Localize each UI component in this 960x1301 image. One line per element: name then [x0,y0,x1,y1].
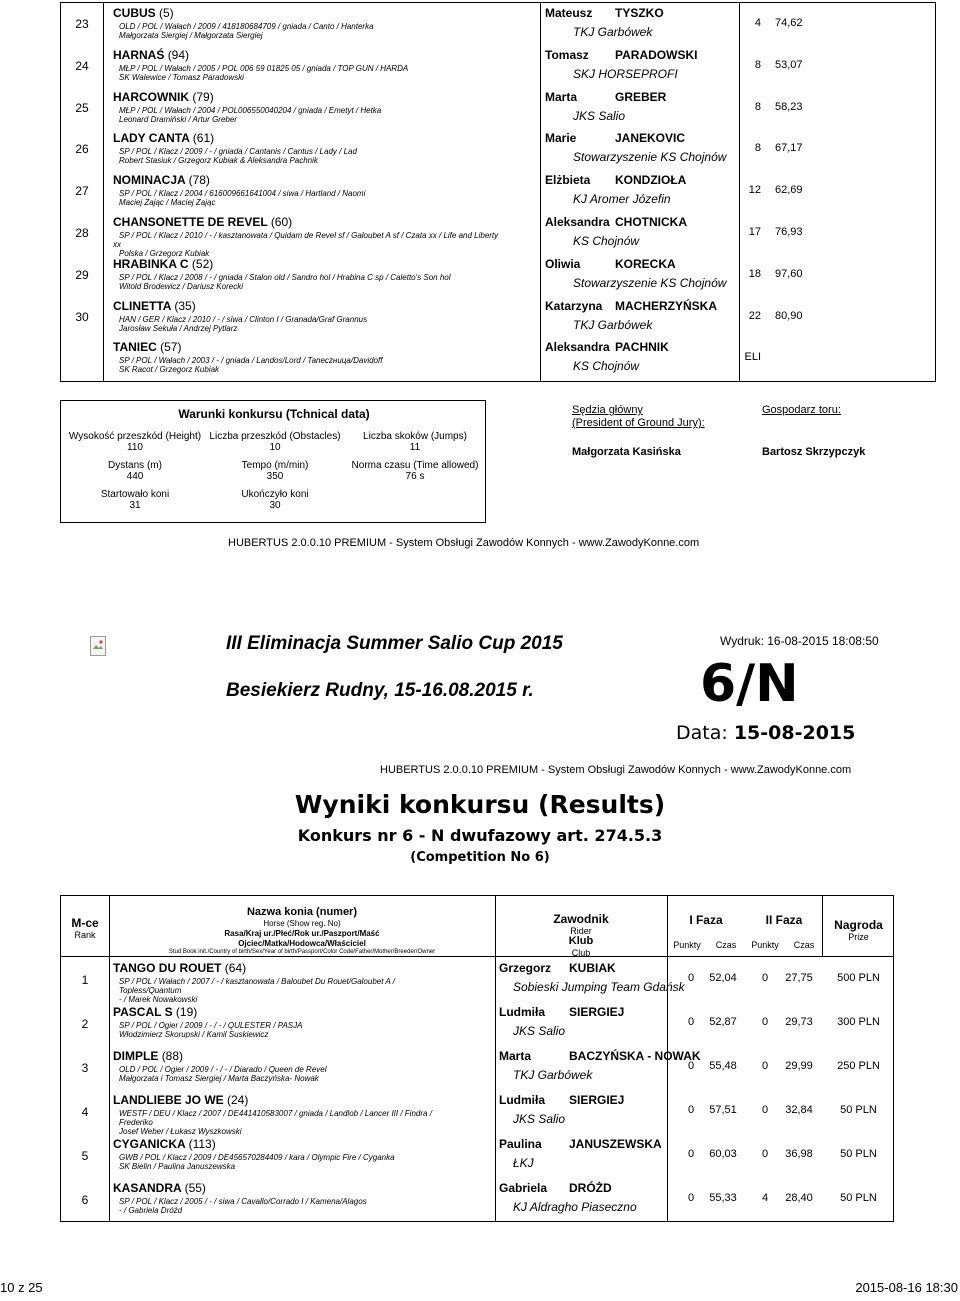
rider-club: TKJ Garbówek [513,1068,593,1082]
rank-cell: 26 [75,142,89,157]
rider-name [545,89,667,104]
prize: 50 PLN [840,1192,877,1204]
rank-cell: 25 [75,100,89,115]
host-label: Gospodarz toru: [762,404,841,416]
rider-first-name: Marie [545,131,577,146]
host-name: Bartosz Skrzypczyk [762,446,866,458]
top-row [61,170,935,212]
rider-first-name: Tomasz [545,47,589,62]
horse-name-text: TANIEC [113,340,157,355]
results-title: Wyniki konkursu (Results) [294,790,666,819]
top-row [61,128,935,170]
phase2-time: 28,40 [785,1192,813,1204]
top-row [61,296,935,338]
phase1-points: 0 [687,1192,695,1204]
rank-cell: 23 [75,17,89,31]
rider-first-name: Elżbieta [545,173,591,188]
judge-label: Sędzia główny [572,404,643,416]
event-place: Besiekierz Rudny, 15-16.08.2015 r. [226,680,534,701]
faults: 17 [748,226,761,238]
obstacles-label: Liczba przeszkód (Obstacles) [209,431,341,442]
horse-name-text: HARCOWNIK [113,89,189,104]
horse-name [113,299,196,313]
horse-details-cont: xx [113,240,121,249]
results-table-header [60,895,894,957]
rider-header: Zawodnik [553,912,609,926]
horse-details: SP / POL / Klacz / 2009 / - / gniada / Cantanis / Cantus / Lady / Lad [119,147,357,157]
horse-details: SP / POL / Klacz / 2005 / - / siwa / Cavallo/Corrado I / Kamena/Alagos [119,1197,367,1206]
jumps-value: 11 [409,442,421,453]
rider-last-name: TYSZKO [615,6,664,20]
horse-name [113,257,213,271]
rider-header-en: Rider [570,926,592,936]
horse-name [113,1005,197,1019]
rider-name [545,173,687,188]
rider-club: Stowarzyszenie KS Chojnów [573,150,727,165]
phase1-points: 0 [687,1148,695,1160]
conditions-title: Warunki konkursu (Tchnical data) [178,407,370,421]
results-subtitle: Konkurs nr 6 - N dwufazowy art. 274.5.3 [297,826,663,845]
faults: 22 [748,309,761,322]
result-row [61,1001,893,1045]
horse-details: SP / POL / Wałach / 2003 / - / gniada / Landos/Lord / Taneczница/Davidoff [119,356,383,366]
rank-cell: 28 [75,226,89,240]
rider-last-name: KORECKA [615,256,676,271]
prize: 50 PLN [840,1148,877,1160]
rider-club: JKS Salio [573,108,626,123]
phase2-time: 32,84 [785,1104,813,1116]
faults: 12 [748,184,761,197]
rider-first-name: Aleksandra [545,340,610,355]
top-row [61,45,935,87]
horse-details: SP / POL / Wałach / 2007 / - / kasztanowata / Baloubet Du Rouet/Galoubet A / [119,977,395,986]
time: 67,17 [775,142,803,155]
horse-name-text: CUBUS [113,6,156,20]
rider-name [545,131,686,146]
top-results-table [60,2,936,382]
horse-owner-cont: - / Marek Nowakowski [119,995,198,1004]
horse-name-text: NOMINACJA [113,173,186,188]
rider-club: JKS Salio [513,1024,566,1038]
horse-number: (113) [188,1137,216,1151]
time: 62,69 [775,184,803,197]
rank-cell: 1 [81,973,89,987]
rider-last-name: CHOTNICKA [615,215,687,229]
rider-last-name: BACZYŃSKA - NOWAK [569,1049,701,1063]
rider-name [545,298,717,313]
horse-name-text: CLINETTA [113,298,171,313]
rider-last-name: DRÓŻD [569,1181,612,1195]
horse-number: (94) [167,47,190,62]
distance-label: Dystans (m) [108,460,162,471]
rider-last-name: PACHNIK [615,340,669,355]
rider-first-name: Oliwia [545,256,581,271]
phase1-time: 52,87 [709,1016,737,1028]
phase2-points-header: Punkty [751,940,779,950]
rider-club: JKS Salio [513,1112,566,1126]
jumps-label: Liczba skoków (Jumps) [363,431,467,442]
prize: 50 PLN [840,1104,877,1116]
phase1-time: 55,48 [709,1060,737,1072]
club-header-en: Club [571,948,591,958]
horse-name-text: KASANDRA [113,1181,182,1195]
rider-last-name: SIERGIEJ [569,1005,625,1019]
obstacles-value: 10 [269,442,281,453]
time: 74,62 [775,17,803,29]
rider-name [545,6,664,20]
rider-name [499,1049,701,1063]
top-row [61,254,935,296]
competition-date [676,722,855,744]
phase2-points: 0 [761,1104,769,1116]
result-row [61,1177,893,1221]
phase1-points: 0 [687,1060,695,1072]
top-row [61,337,935,379]
horse-details: MŁP / POL / Wałach / 2005 / POL 006 59 01825 05 / gniada / TOP GUN / HARDA [119,63,409,73]
phase2-time: 29,73 [785,1016,813,1028]
horse-name [113,340,181,354]
rider-club: KS Chojnów [573,234,640,248]
rank-cell: 24 [75,58,89,73]
rider-last-name: JANEKOVIC [615,131,686,146]
phase1-points: 0 [687,972,695,984]
horse-name [113,48,189,62]
horse-owner: SK Bielin / Paulina Januszewska [119,1162,236,1171]
horse-owner: Polska / Grzegorz Kubiak [119,249,210,258]
rider-club: SKJ HORSEPROFI [573,66,678,81]
horse-header-en: Horse (Show reg. No) [263,919,341,928]
rider-first-name: Mateusz [545,6,593,20]
prize: 500 PLN [837,972,880,984]
horse-owner: SK Walewice / Tomasz Paradowski [119,72,244,82]
faults: 8 [754,100,761,113]
horse-details: HAN / GER / Klacz / 2010 / - / siwa / Clinton I / Granada/Graf Grannus [119,314,368,324]
rider-first-name: Ludmiła [499,1005,546,1019]
rider-name [499,1005,625,1019]
faults: 8 [754,58,761,71]
horse-number: (52) [191,256,214,271]
event-title: III Eliminacja Summer Salio Cup 2015 [226,633,563,654]
horse-owner: Leonard Dramiński / Artur Greber [119,114,237,124]
horse-name [113,1049,183,1063]
horse-number: (78) [188,173,210,188]
rank-cell: 3 [81,1061,89,1075]
finished-value: 30 [269,500,281,511]
phase1-time-header: Czas [715,940,737,950]
date-value: 15-08-2015 [733,722,856,744]
rider-name [545,47,698,62]
horse-number: (19) [175,1005,198,1019]
time: 80,90 [775,309,803,322]
horse-number: (88) [161,1049,184,1063]
finished-label: Ukończyło koni [241,489,309,500]
rider-name [499,1093,625,1107]
horse-header: Nazwa konia (numer) [246,906,358,918]
horse-name [113,961,246,975]
horse-name-text: LANDLIEBE JO WE [113,1093,224,1107]
rank-cell: 4 [81,1105,89,1119]
phase2-points: 0 [761,972,769,984]
top-row [61,3,935,45]
horse-name [113,90,214,104]
phase1-time: 55,33 [709,1192,737,1204]
phase1-time: 52,04 [709,972,737,984]
result-row [61,1133,893,1177]
horse-number: (55) [184,1181,206,1195]
horse-name [113,215,292,229]
speed-label: Tempo (m/min) [241,460,309,471]
rider-last-name: SIERGIEJ [569,1093,625,1107]
phase1-time: 57,51 [709,1104,737,1116]
pedigree-header-en: Stud Book init./Country of birth/Sex/Year of birth/Passport/Color Code/Father/Mother/Breeder/Owner [168,949,436,955]
rider-first-name: Aleksandra [545,215,610,229]
horse-owner: Włodzimierz Skorupski / Kamil Suskiewicz [119,1030,269,1039]
horse-name-text: CHANSONETTE DE REVEL [113,215,268,229]
system-footer-1: HUBERTUS 2.0.0.10 PREMIUM - System Obsługi Zawodów Konnych - www.ZawodyKonne.com [228,537,700,549]
horse-owner: Jarosław Sekuła / Andrzej Pytlarz [119,323,238,333]
horse-name-text: PASCAL S [113,1005,173,1019]
rider-first-name: Paulina [499,1137,542,1151]
rider-last-name: GREBER [615,89,667,104]
horse-number: (64) [224,961,247,975]
rider-name [545,256,676,271]
rider-first-name: Gabriela [499,1181,548,1195]
rider-club: ŁKJ [513,1156,534,1170]
rank-cell: 2 [81,1017,89,1031]
rider-first-name: Marta [545,89,578,104]
horse-name-text: LADY CANTA [113,131,190,146]
result-row [61,1089,893,1136]
rider-club: Sobieski Jumping Team Gdańsk [513,980,685,994]
horse-owner: Frederiko [119,1118,153,1127]
horse-name [113,173,210,187]
rider-first-name: Grzegorz [499,961,552,975]
rider-name [545,340,669,355]
rider-name [499,1137,662,1151]
rider-name [499,1181,612,1195]
rider-last-name: KUBIAK [569,961,616,975]
height-value: 110 [127,442,143,453]
speed-value: 350 [266,471,284,482]
phase2-time: 27,75 [785,972,813,984]
rider-club: KJ Aldragho Piaseczno [513,1200,637,1214]
horse-owner: Maciej Zając / Maciej Zając [119,198,216,208]
horse-number: (79) [192,89,214,104]
date-label: Data: [676,722,728,744]
faults: 8 [754,142,761,155]
horse-name [113,6,174,20]
horse-name-text: TANGO DU ROUET [113,961,222,975]
horse-details: SP / POL / Klacz / 2004 / 616009661641004 / siwa / Hartland / Naomi [119,189,366,199]
print-timestamp: Wydruk: 16-08-2015 18:08:50 [720,634,879,648]
faults: ELI [744,351,761,364]
prize: 250 PLN [837,1060,880,1072]
horse-details: GWB / POL / Klacz / 2009 / DE456570284409 / kara / Olympic Fire / Cyganka [119,1153,395,1162]
horse-details: SP / POL / Klacz / 2010 / - / kasztanowata / Quidam de Revel sf / Galoubet A sf / Czata xx / Life and Liberty [119,231,499,240]
phase1-time: 60,03 [709,1148,737,1160]
time: 97,60 [775,267,803,280]
result-row [61,1045,893,1089]
faults: 18 [748,267,761,280]
page-timestamp: 2015-08-16 18:30 [855,1280,958,1295]
top-row [61,212,935,258]
broken-image-icon [90,636,106,656]
results-table-body [60,957,894,1222]
phase2-points: 0 [761,1060,769,1072]
prize-header: Nagroda [834,918,883,932]
rider-name [545,215,687,229]
rider-last-name: PARADOWSKI [615,47,698,62]
page-number: 10 z 25 [0,1280,43,1295]
horse-name-text: DIMPLE [113,1049,159,1063]
horse-number: (61) [192,131,215,146]
horse-name [113,131,214,145]
pedigree-header: Ojciec/Matka/Hodowca/Właściciel [238,939,366,948]
phase1-points-header: Punkty [673,940,701,950]
horse-details: SP / POL / Klacz / 2008 / - / gniada / Stalon old / Sandro hol / Hrabina C sp / Caletto's Son hol [119,272,451,282]
rider-last-name: JANUSZEWSKA [569,1137,662,1151]
height-label: Wysokość przeszkód (Height) [68,431,202,442]
time: 76,93 [775,226,803,238]
rider-name [499,961,616,975]
horse-owner: - / Gabriela Dróżd [119,1206,183,1215]
horse-details: SP / POL / Ogier / 2009 / - / - / QULESTER / PASJA [119,1021,303,1030]
rank-cell: 29 [75,267,89,282]
horse-owner: Topless/Quantum [119,986,182,995]
rank-header-en: Rank [74,930,96,940]
horse-details: OLD / POL / Ogier / 2009 / - / - / Diarado / Queen de Revel [119,1065,327,1074]
horse-owner: Małgorzata Siergiej / Małgorzata Siergiej [119,31,263,40]
conditions-box [60,400,486,523]
phase2-time-header: Czas [793,940,815,950]
horse-name-text: CYGANICKA [113,1137,186,1151]
rank-cell: 30 [75,309,89,324]
horse-owner: Robert Stasiuk / Grzegorz Kubiak & Aleksandra Pachnik [119,156,318,166]
started-label: Startowało koni [100,489,170,500]
rider-first-name: Marta [499,1049,532,1063]
rank-cell: 6 [81,1193,89,1207]
horse-owner: Witold Brodewicz / Dariusz Korecki [119,281,243,291]
phase1-header: I Faza [689,913,723,927]
phase1-points: 0 [687,1016,695,1028]
rider-club: TKJ Garbówek [573,317,653,332]
horse-number: (5) [159,6,174,20]
rider-club: TKJ Garbówek [573,25,653,39]
rider-last-name: KONDZIOŁA [615,173,687,188]
horse-name [113,1093,248,1107]
horse-name [113,1181,206,1195]
result-row [61,957,893,1004]
phase2-points: 0 [761,1016,769,1028]
rider-club: KJ Aromer Józefin [573,192,671,207]
competition-code: 6/N [700,654,799,714]
horse-name [113,1137,216,1151]
phase2-points: 0 [761,1148,769,1160]
horse-name-text: HRABINKA C [113,256,189,271]
horse-owner-cont: Josef Weber / Łukasz Wyszkowski [119,1127,242,1136]
horse-number: (35) [174,298,196,313]
judge-name: Małgorzata Kasińska [572,446,681,458]
phase2-time: 29,99 [785,1060,813,1072]
rider-club: Stowarzyszenie KS Chojnów [573,275,727,290]
phase2-points: 4 [761,1192,769,1204]
phase2-time: 36,98 [785,1148,813,1160]
club-header: Klub [568,935,594,947]
started-value: 31 [129,500,141,511]
horse-number: (24) [227,1093,249,1107]
judge-label-en: (President of Ground Jury): [572,417,705,429]
rider-first-name: Ludmiła [499,1093,546,1107]
rider-first-name: Katarzyna [545,298,603,313]
distance-value: 440 [126,471,144,482]
faults: 4 [754,17,761,29]
phase1-points: 0 [687,1104,695,1116]
phase2-header: II Faza [765,913,803,927]
rank-header: M-ce [71,916,99,930]
system-footer-2: HUBERTUS 2.0.0.10 PREMIUM - System Obsługi Zawodów Konnych - www.ZawodyKonne.com [380,764,852,776]
horse-number: (60) [270,215,293,229]
horse-name-text: HARNAŚ [113,47,165,62]
rank-cell: 27 [75,184,89,199]
horse-details: MŁP / POL / Wałach / 2004 / POL006550040204 / gniada / Emetyt / Hetka [119,105,382,115]
time-allowed-value: 76 s [405,471,425,482]
horse-owner: SK Racot / Grzegorz Kubiak [119,365,220,375]
prize-header-en: Prize [848,932,869,942]
prize: 300 PLN [837,1016,880,1028]
rank-cell: 5 [81,1149,89,1163]
top-row [61,87,935,129]
breed-header: Rasa/Kraj ur./Płeć/Rok ur./Paszport/Maść [224,929,380,938]
time: 53,07 [775,58,803,71]
horse-details: WESTF / DEU / Klacz / 2007 / DE441410583007 / gniada / Landlob / Lancer III / Findra / [119,1109,432,1118]
rider-club: KS Chojnów [573,359,640,374]
horse-owner: Małgorzata i Tomasz Siergiej / Marta Baczyńska- Nowak [119,1074,319,1083]
results-subtitle-en: (Competition No 6) [410,850,550,865]
rider-last-name: MACHERZYŃSKA [615,298,717,313]
horse-details: OLD / POL / Wałach / 2009 / 418180684709 / gniada / Canto / Hanterka [119,22,374,31]
time-allowed-label: Norma czasu (Time allowed) [351,460,479,471]
time: 58,23 [775,100,803,113]
horse-number: (57) [160,340,182,355]
